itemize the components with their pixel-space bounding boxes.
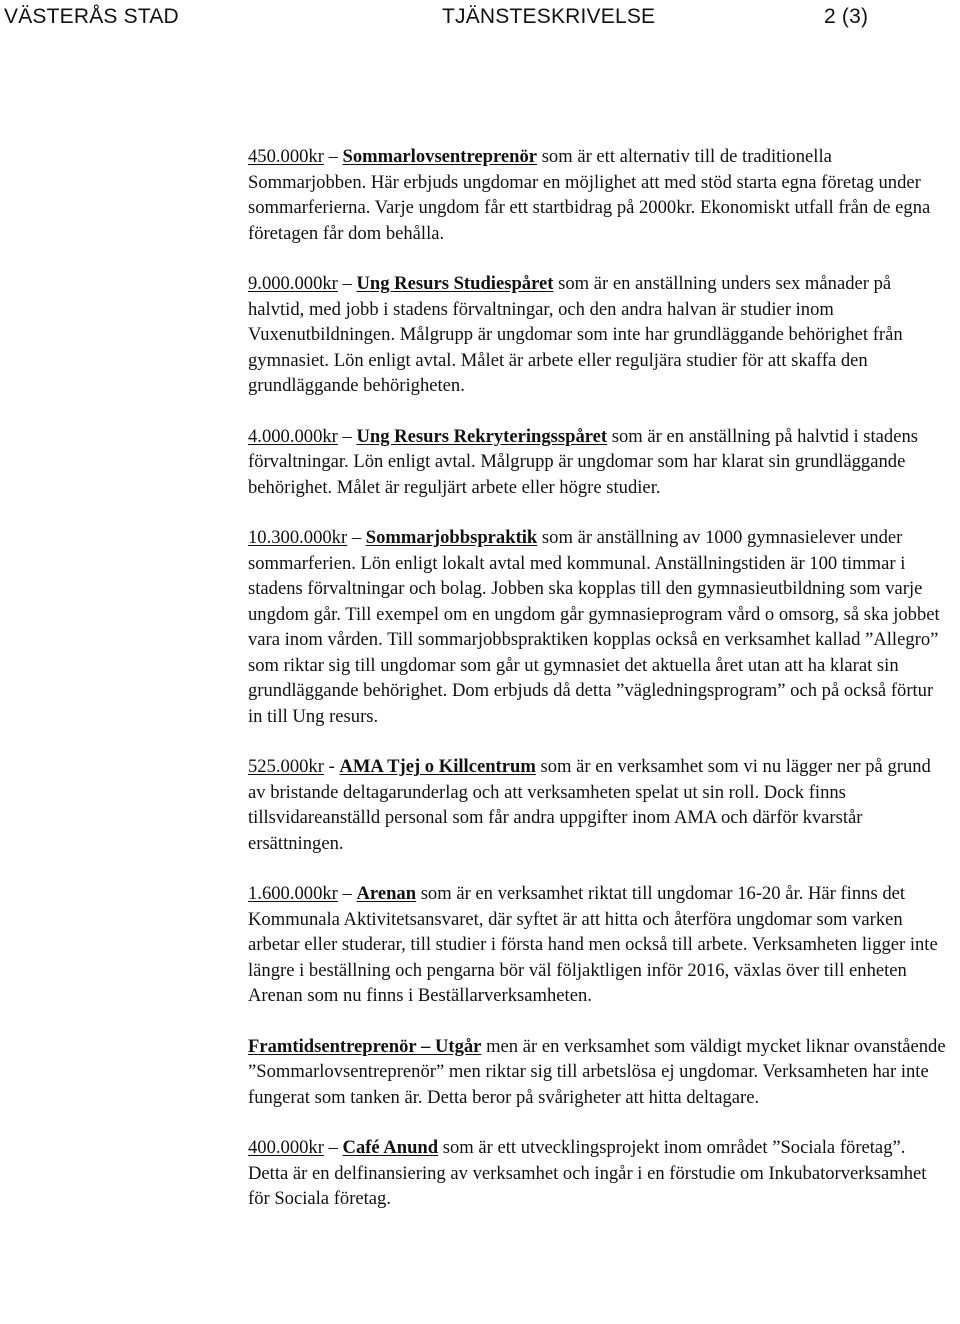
separator: –: [323, 146, 343, 167]
item-text: som är en anställning på halvtid i stadens förvaltningar. Lön enligt avtal. Målgrupp är ungdomar som har klarat sin grundläggande behörighet. Målet är reguljärt arbete eller högre studier.: [248, 425, 918, 498]
amount: 525.000kr: [248, 756, 324, 777]
amount: 4.000.000kr: [248, 425, 338, 447]
amount: 1.600.000kr: [248, 883, 338, 904]
item-text: som är anställning av 1000 gymnasielever under sommarferien. Lön enligt lokalt avtal med kommunal. Anställningstiden är 100 timmar i stadens förvaltningar och bolag. Jobben ska kopplas till den gymnasieutbildning som varje ungdom går. Till exempel om en ungdom går gymnasieprogram vård o omsorg, så ska jobbet vara inom vården. Till sommarjobbspraktiken kopplas också en verksamhet kallad ”Allegro” som riktar sig till ungdomar som går ut gymnasiet det aktuella året utan att ha klarat sin grundläggande behörighet. Dom erbjuds då detta ”vägledningsprogram” och på också förtur in till Ung resurs.: [248, 527, 940, 727]
paragraph-arenan: [248, 881, 948, 1009]
document-body: [248, 144, 948, 1237]
item-title: Framtidsentreprenör – Utgår: [248, 1035, 482, 1057]
paragraph-ung-resurs-rekryteringssparet: [248, 424, 948, 501]
item-text: som är ett utvecklingsprojekt inom området ”Sociala företag”. Detta är en delfinansiering av verksamhet och ingår i en förstudie om Inkubatorverksamhet för Sociala företag.: [248, 1137, 927, 1209]
item-title: Sommarlovsentreprenör: [342, 146, 538, 167]
item-title: Ung Resurs Studiespåret: [356, 273, 554, 294]
separator: –: [337, 273, 357, 294]
paragraph-ung-resurs-studiesparet: [248, 271, 948, 399]
item-title: Café Anund: [342, 1137, 439, 1158]
separator: –: [337, 883, 357, 904]
header-organization: VÄSTERÅS STAD: [4, 5, 179, 28]
separator: –: [323, 1137, 343, 1158]
amount: 9.000.000kr: [248, 273, 338, 294]
amount: 450.000kr: [248, 146, 324, 167]
item-title: Sommarjobbspraktik: [365, 527, 538, 548]
item-text: som är en verksamhet som vi nu lägger ner på grund av bristande deltagarunderlag och att verksamheten spelat ut sin roll. Dock finns tillsvidareanställd personal som får andra uppgifter inom AMA och därför kvarstår ersättningen.: [248, 756, 931, 854]
item-text: men är en verksamhet som väldigt mycket liknar ovanstående ”Sommarlovsentreprenör” men riktar sig till arbetslösa ej ungdomar. Verksamheten har inte fungerat som tanken är. Detta beror på svårigheter att hitta deltagare.: [248, 1035, 946, 1108]
separator: –: [347, 527, 366, 548]
amount: 10.300.000kr: [248, 527, 348, 548]
separator: -: [323, 756, 340, 777]
paragraph-framtidsentreprenor: [248, 1034, 948, 1111]
paragraph-cafe-anund: [248, 1135, 948, 1212]
amount: 400.000kr: [248, 1137, 324, 1158]
item-text: som är ett alternativ till de traditionella Sommarjobben. Här erbjuds ungdomar en möjlighet att med stöd starta egna företag under sommarferierna. Varje ungdom får ett startbidrag på 2000kr. Ekonomiskt utfall från de egna företagen får dom behålla.: [248, 146, 931, 244]
paragraph-ama-tjej-o-killcentrum: [248, 754, 948, 856]
header-page-number: 2 (3): [824, 5, 869, 28]
separator: –: [337, 425, 357, 447]
item-title: Arenan: [356, 883, 417, 904]
header-document-type: TJÄNSTESKRIVELSE: [442, 5, 656, 28]
item-title: Ung Resurs Rekryteringsspåret: [356, 425, 608, 447]
item-text: som är en anställning unders sex månader på halvtid, med jobb i stadens förvaltningar, och den andra halvan är studier inom Vuxenutbildningen. Målgrupp är ungdomar som inte har grundläggande behörighet från gymnasiet. Lön enligt avtal. Målet är arbete eller reguljära studier för att skaffa den grundläggande behörigheten.: [248, 273, 903, 396]
paragraph-sommarlovsentreprenor: [248, 144, 948, 246]
page-header: [4, 4, 920, 30]
item-title: AMA Tjej o Killcentrum: [339, 756, 536, 777]
item-text: som är en verksamhet riktat till ungdomar 16-20 år. Här finns det Kommunala Aktivitetsansvaret, där syftet är att hitta och återföra ungdomar som varken arbetar eller studerar, till studier i första hand men också till arbete. Verksamheten ligger inte längre i beställning och pengarna bör väl följaktligen inför 2016, växlas över till enheten Arenan som nu finns i Beställarverksamheten.: [248, 883, 938, 1006]
paragraph-sommarjobbspraktik: [248, 525, 948, 729]
